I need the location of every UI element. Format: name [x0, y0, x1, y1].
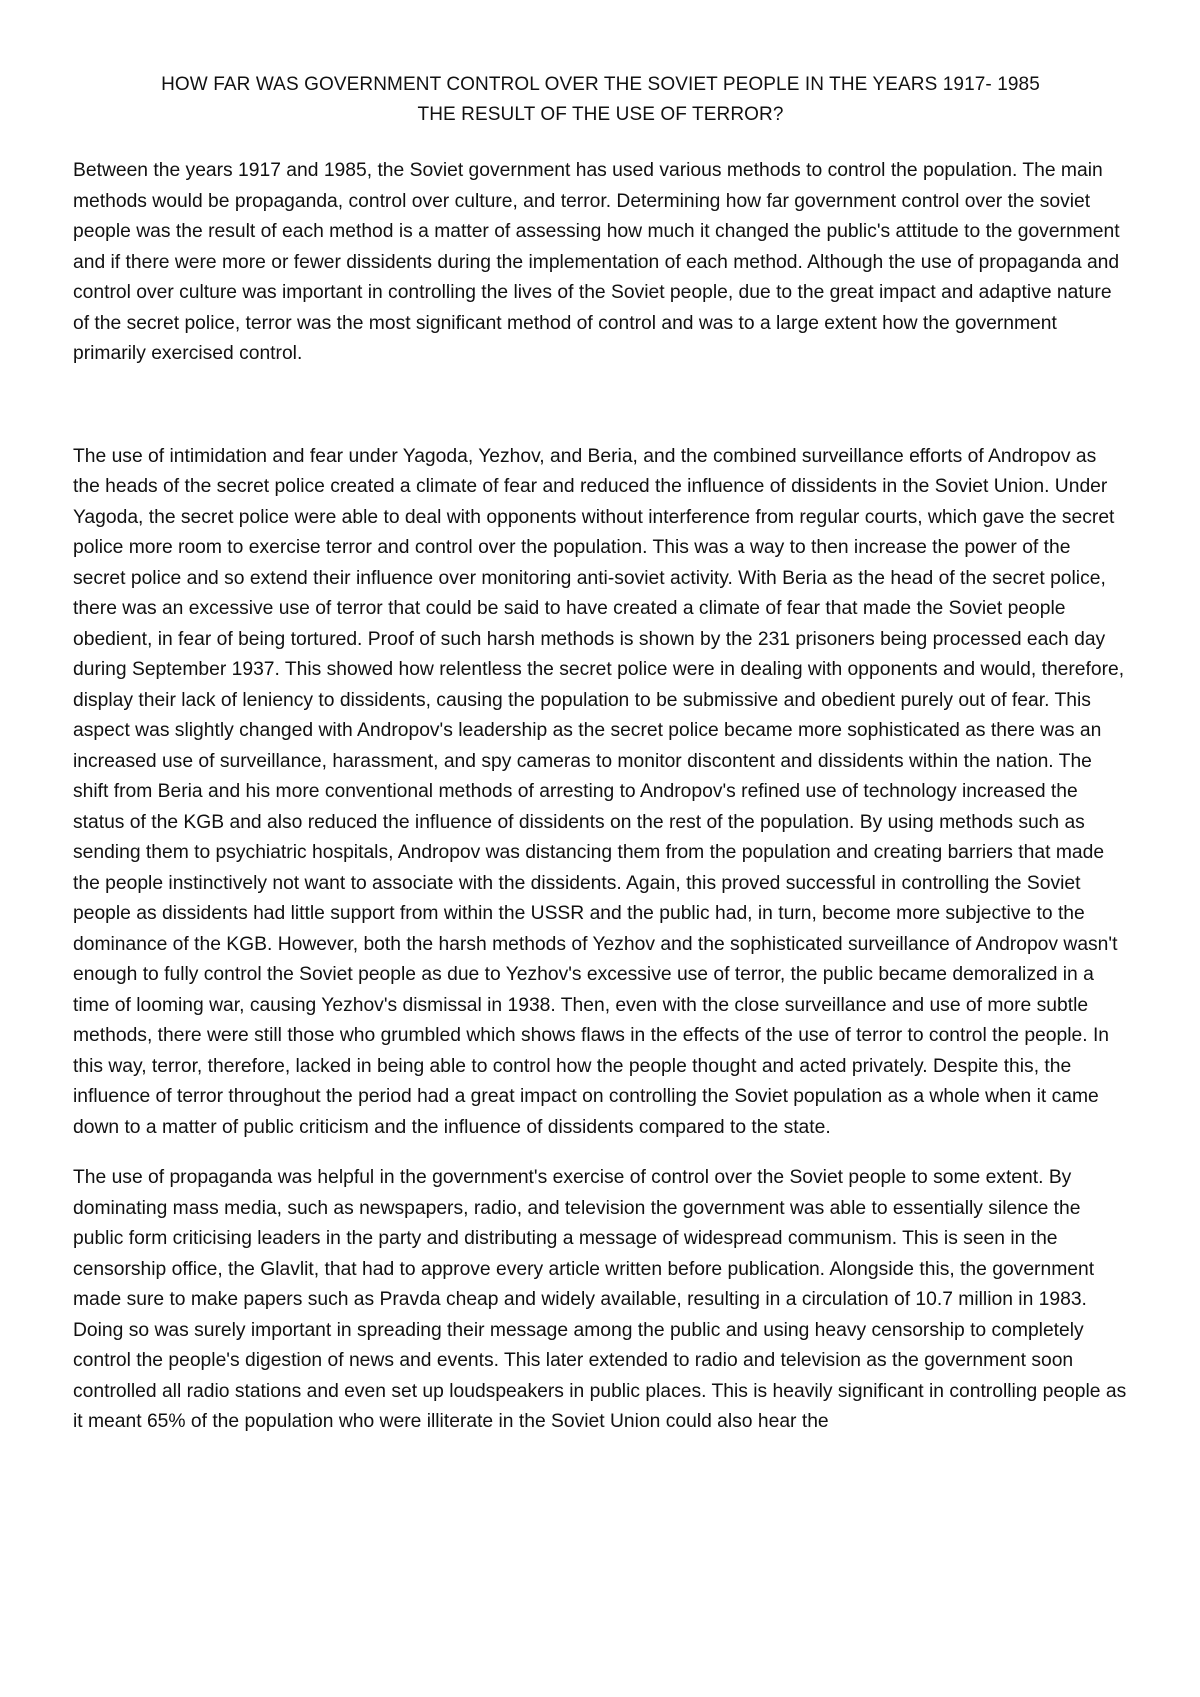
paragraph-spacer — [73, 1143, 1128, 1163]
essay-title-line-1: HOW FAR WAS GOVERNMENT CONTROL OVER THE SOVIET PEOPLE IN THE YEARS 1917- 1985 — [161, 74, 1040, 95]
paragraph-terror: The use of intimidation and fear under Yagoda, Yezhov, and Beria, and the combined surveillance efforts of Andropov as the heads of the secret police created a climate of fear and reduced the influence of dissidents in the Soviet Union. Under Yagoda, the secret police were able to deal with opponents without interference from regular courts, which gave the secret police more room to exercise terror and control over the population. This was a way to then increase the power of the secret police and so extend their influence over monitoring anti-soviet activity. With Beria as the head of the secret police, there was an excessive use of terror that could be said to have created a climate of fear that made the Soviet people obedient, in fear of being tortured. Proof of such harsh methods is shown by the 231 prisoners being processed each day during September 1937. This showed how relentless the secret police were in dealing with opponents and would, therefore, display their lack of leniency to dissidents, causing the population to be submissive and obedient purely out of fear. This aspect was slightly changed with Andropov's leadership as the secret police became more sophisticated as there was an increased use of surveillance, harassment, and spy cameras to monitor discontent and dissidents within the nation. The shift from Beria and his more conventional methods of arresting to Andropov's refined use of technology increased the status of the KGB and also reduced the influence of dissidents on the rest of the population. By using methods such as sending them to psychiatric hospitals, Andropov was distancing them from the population and creating barriers that made the people instinctively not want to associate with the dissidents. Again, this proved successful in controlling the Soviet people as dissidents had little support from within the USSR and the public had, in turn, become more subjective to the dominance of the KGB. However, both the harsh methods of Yezhov and the sophisticated surveillance of Andropov wasn't enough to fully control the Soviet people as due to Yezhov's excessive use of terror, the public became demoralized in a time of looming war, causing Yezhov's dismissal in 1938. Then, even with the close surveillance and use of more subtle methods, there were still those who grumbled which shows flaws in the effects of the use of terror to control the people. In this way, terror, therefore, lacked in being able to control how the people thought and acted privately. Despite this, the influence of terror throughout the period had a great impact on controlling the Soviet population as a whole when it came down to a matter of public criticism and the influence of dissidents compared to the state. — [73, 445, 1125, 1138]
paragraph-propaganda: The use of propaganda was helpful in the government's exercise of control over the Soviet people to some extent. By dominating mass media, such as newspapers, radio, and television the government was able to essentially silence the public form criticising leaders in the party and distributing a message of widespread communism. This is seen in the censorship office, the Glavlit, that had to approve every article written before publication. Alongside this, the government made sure to make papers such as Pravda cheap and widely available, resulting in a circulation of 10.7 million in 1983. Doing so was surely important in spreading their message among the public and using heavy censorship to completely control the people's digestion of news and events. This later extended to radio and television as the government soon controlled all radio stations and even set up loudspeakers in public places. This is heavily significant in controlling people as it meant 65% of the population who were illiterate in the Soviet Union could also hear the — [73, 1167, 1127, 1432]
essay-title — [73, 70, 1128, 130]
paragraph-introduction: Between the years 1917 and 1985, the Soviet government has used various methods to control the population. The main methods would be propaganda, control over culture, and terror. Determining how far government control over the soviet people was the result of each method is a matter of assessing how much it changed the public's attitude to the government and if there were more or fewer dissidents during the implementation of each method. Although the use of propaganda and control over culture was important in controlling the lives of the Soviet people, due to the great impact and adaptive nature of the secret police, terror was the most significant method of control and was to a large extent how the government primarily exercised control. — [73, 160, 1120, 364]
paragraph-spacer — [73, 370, 1128, 442]
essay-title-line-2: THE RESULT OF THE USE OF TERROR? — [417, 104, 784, 125]
